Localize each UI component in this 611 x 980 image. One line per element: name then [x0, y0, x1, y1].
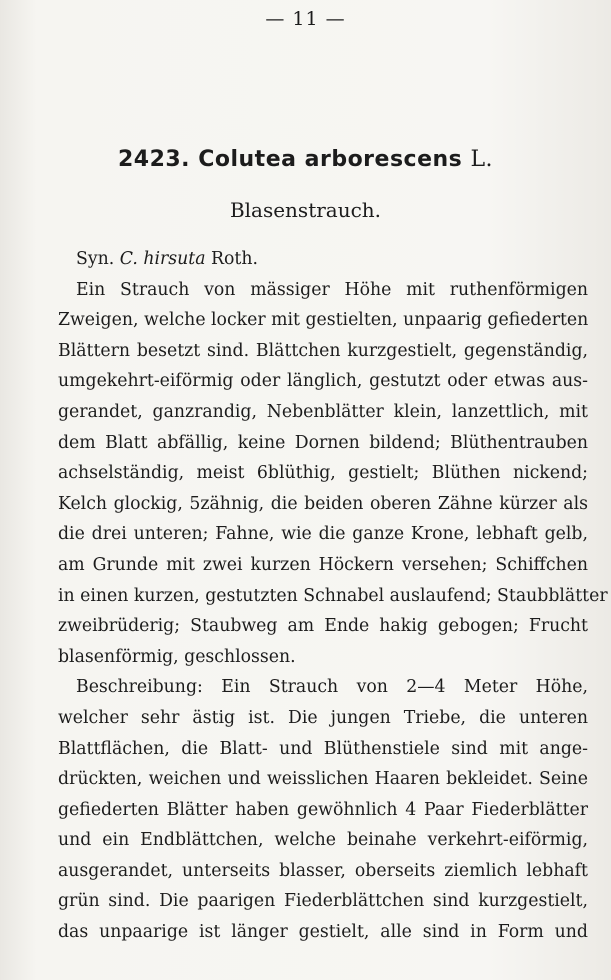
text-line: grün sind. Die paarigen Fiederblättchen sind kurzgestielt,	[58, 891, 588, 912]
synonym-line	[58, 244, 588, 275]
description-text	[58, 244, 608, 948]
text-line: gefiederten Blätter haben gewöhnlich 4 Paar Fiederblätter	[58, 799, 588, 820]
description-paragraph	[58, 672, 588, 947]
text-line: drückten, weichen und weisslichen Haaren bekleidet. Seine	[58, 769, 588, 790]
text-line: Zweigen, welche locker mit gestielten, unpaarig gefiederten	[58, 310, 589, 331]
synonym-label: Syn.	[76, 249, 115, 269]
text-line: zweibrüderig; Staubweg am Ende hakig gebogen; Frucht	[58, 616, 588, 637]
species-heading	[0, 147, 611, 172]
text-line: das unpaarige ist länger gestielt, alle sind in Form und	[58, 922, 588, 943]
text-line: in einen kurzen, gestutzten Schnabel auslaufend; Staubblätter	[58, 585, 608, 606]
page-number: — 11 —	[265, 8, 346, 30]
species-author: L.	[470, 147, 494, 172]
text-line: Beschreibung: Ein Strauch von 2—4 Meter Höhe,	[76, 677, 588, 698]
text-line: gerandet, ganzrandig, Nebenblätter klein, lanzettlich, mit	[58, 401, 588, 422]
text-line: Blättern besetzt sind. Blättchen kurzgestielt, gegenständig,	[58, 340, 588, 361]
text-line: und ein Endblättchen, welche beinahe verkehrt-eiförmig,	[58, 830, 588, 851]
text-line: am Grunde mit zwei kurzen Höckern versehen; Schiffchen	[58, 554, 588, 575]
text-line: umgekehrt-eiförmig oder länglich, gestutzt oder etwas aus-	[58, 371, 588, 392]
common-name: Blasenstrauch.	[229, 198, 382, 222]
text-line: Blattflächen, die Blatt- und Blüthenstiele sind mit ange-	[58, 738, 588, 759]
text-line: Kelch glockig, 5zähnig, die beiden oberen Zähne kürzer als	[58, 493, 588, 514]
species-number: 2423.	[117, 147, 191, 172]
species-name: Colutea arborescens	[198, 147, 463, 172]
text-line: die drei unteren; Fahne, wie die ganze Krone, lebhaft gelb,	[58, 524, 588, 545]
text-line: dem Blatt abfällig, keine Dornen bildend; Blüthentrauben	[58, 432, 588, 453]
text-line: blasenförmig, geschlossen.	[58, 646, 296, 667]
text-line: ausgerandet, unterseits blasser, oberseits ziemlich lebhaft	[58, 860, 588, 881]
text-line: welcher sehr ästig ist. Die jungen Triebe, die unteren	[58, 707, 588, 728]
text-line: Ein Strauch von mässiger Höhe mit ruthenförmigen	[76, 279, 588, 300]
diagnosis-paragraph	[58, 275, 608, 673]
synonym-author: Roth.	[211, 249, 258, 269]
text-line: achselständig, meist 6blüthig, gestielt; Blüthen nickend;	[58, 463, 588, 484]
synonym-name: C. hirsuta	[119, 249, 206, 269]
